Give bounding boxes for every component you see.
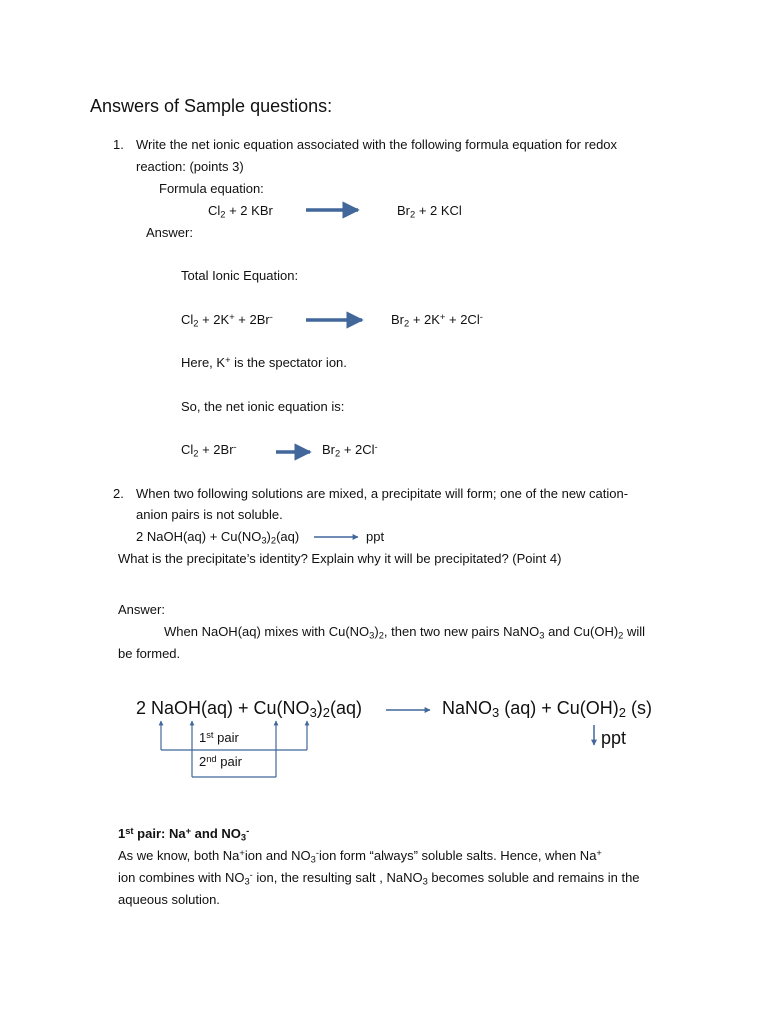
net-ionic-reactants: $Cl_2 + 2Br^-$ <box>181 441 237 459</box>
q2-number: 2. <box>113 486 124 501</box>
spectator-statement: Here, K+ is the spectator ion. <box>181 354 347 370</box>
formula-products: $Br_2 + 2$ KCl <box>397 203 462 220</box>
first-pair-label: 1st pair <box>199 729 239 745</box>
big-equation-reactants: 2 NaOH(aq) + $Cu(NO_3)_2(aq)$ <box>136 698 363 721</box>
q1-text-line2: reaction: (points 3) <box>136 159 244 174</box>
first-pair-heading: 1st pair: Na+ and $NO_3^-$ <box>118 825 250 843</box>
formula-label: Formula equation: <box>159 181 264 196</box>
q2-answer-line1: When NaOH(aq) mixes with $Cu(NO_3)_2$, then two new pairs NaNO$_3$ and $Cu(OH)_2$ will <box>164 624 646 641</box>
q2-answer-line2: be formed. <box>118 646 181 661</box>
formula-reactants: $Cl_2 + 2$ KBr <box>208 203 273 220</box>
q2-question: What is the precipitate’s identity? Explain why it will be precipitated? (Point 4) <box>118 551 562 566</box>
total-ionic-reactants: $Cl_2 + 2K^+ + 2Br^-$ <box>181 311 273 329</box>
net-ionic-products: $Br_2 + 2Cl^-$ <box>322 441 378 459</box>
explanation-line1: As we know, both Na+ion and $NO_3^-ion$ form “always” soluble salts. Hence, when Na+ <box>118 847 602 865</box>
explanation-line2: ion combines with $NO_3^-$ ion, the resulting salt , NaNO$_3$ becomes soluble and remains in the <box>118 869 640 887</box>
net-ionic-label: So, the net ionic equation is: <box>181 399 345 414</box>
page-title: Answers of Sample questions: <box>90 96 333 116</box>
q2-small-equation: 2 NaOH(aq) + $Cu(NO_3)_2(aq)$ <box>136 529 300 546</box>
total-ionic-label: Total Ionic Equation: <box>181 268 299 283</box>
q2-small-ppt: ppt <box>366 529 385 544</box>
q1-answer-label: Answer: <box>146 225 193 240</box>
q2-text-line2: anion pairs is not soluble. <box>136 507 283 522</box>
second-pair-label: 2nd pair <box>199 753 242 769</box>
q2-answer-label: Answer: <box>118 602 165 617</box>
big-equation-products: NaNO$_3$ $(aq) + Cu(OH)_2$ (s) <box>442 698 652 721</box>
explanation-line3: aqueous solution. <box>118 892 220 907</box>
q1-number: 1. <box>113 137 124 152</box>
q1-text-line1: Write the net ionic equation associated with the following formula equation for redox <box>136 137 618 152</box>
big-ppt-label: ppt <box>601 728 627 748</box>
total-ionic-products: $Br_2 + 2K^+ + 2Cl^-$ <box>391 311 483 329</box>
q2-text-line1: When two following solutions are mixed, a precipitate will form; one of the new cation- <box>136 486 629 501</box>
